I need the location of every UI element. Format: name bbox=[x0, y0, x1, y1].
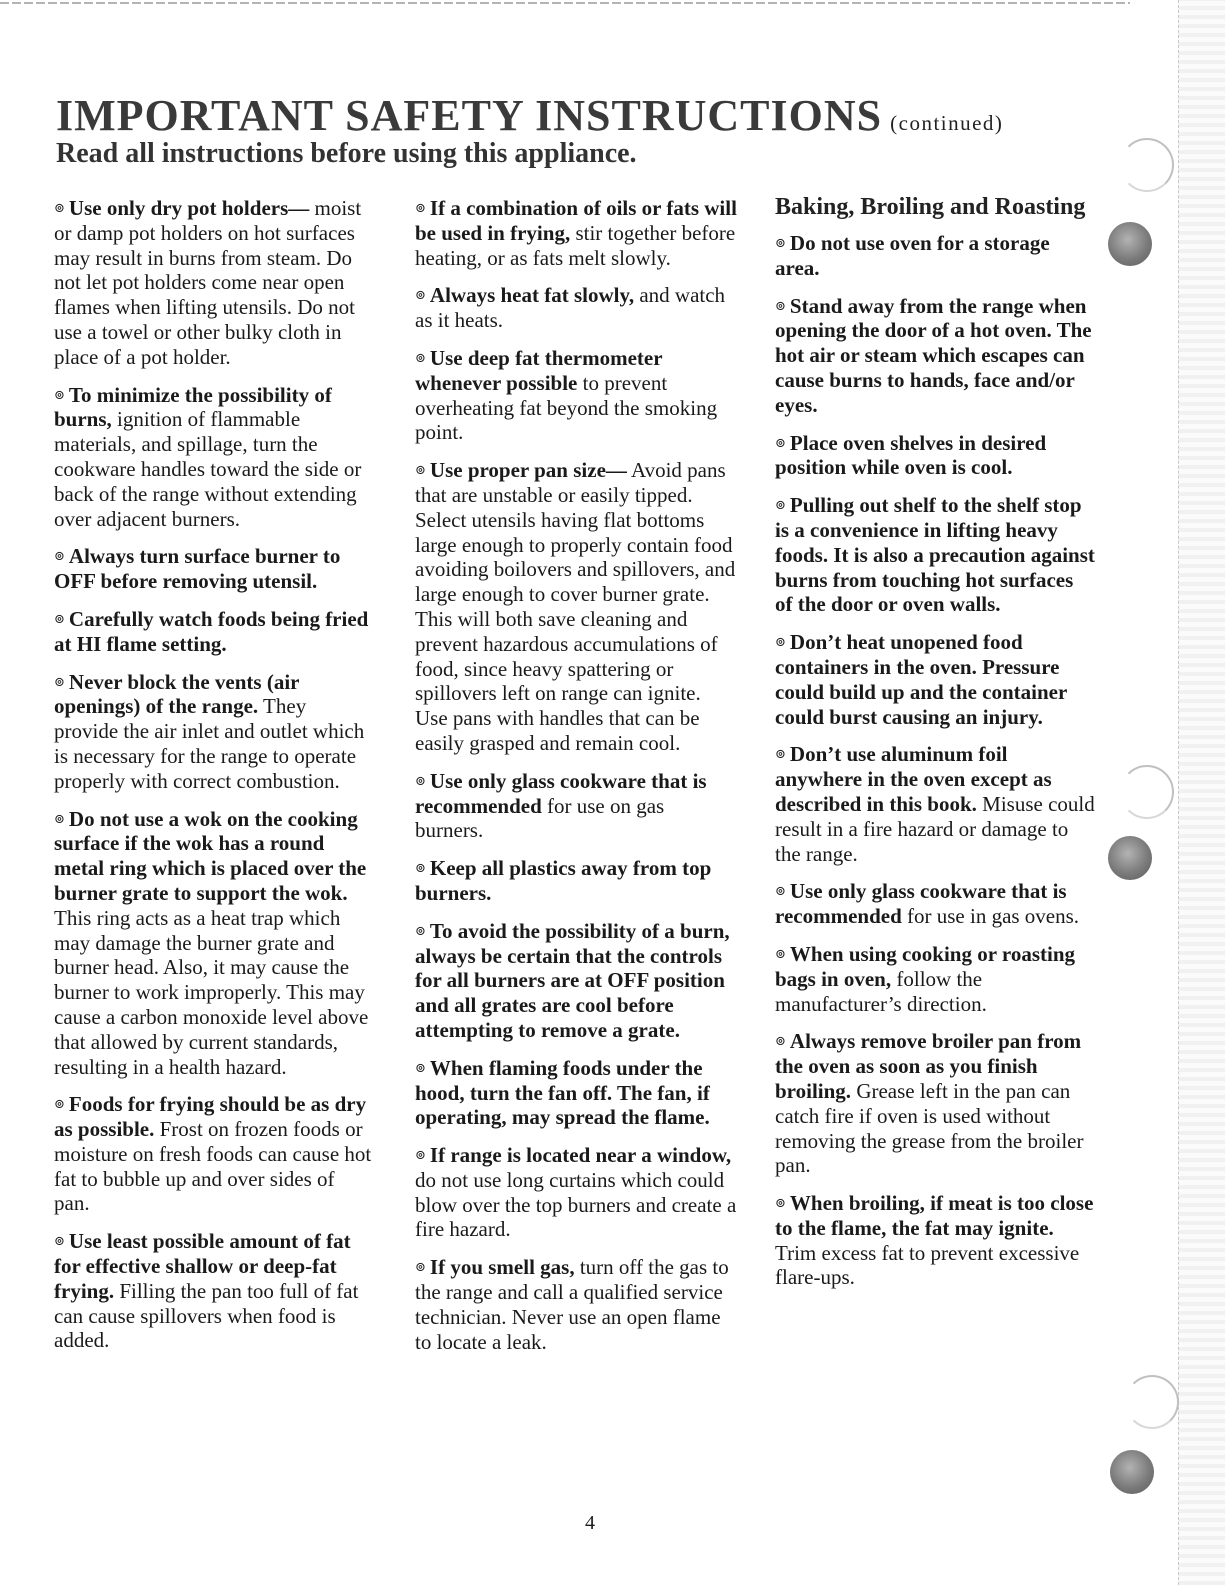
instruction-text: Avoid pans that are unstable or easily tipped. Select utensils having flat bottoms large enough to properly contain food avoiding boilovers and spillovers, and large enough to cover burner grate. This will both save cleaning and prevent hazardous accumulations of food, since heavy spattering or spillovers left on range can ignite. Use pans with handles that can be easily grasped and remain cool. bbox=[415, 458, 736, 755]
instruction-text: turn off the gas to the range and call a qualified service technician. Never use an open flame to locate a leak. bbox=[415, 1255, 729, 1354]
bullet-icon: ⊚ bbox=[775, 883, 786, 899]
bullet-icon: ⊚ bbox=[415, 1147, 426, 1163]
instruction-item bbox=[415, 856, 737, 906]
instruction-item bbox=[775, 231, 1095, 281]
instruction-text: Filling the pan too full of fat can cause spillovers when food is added. bbox=[54, 1278, 359, 1353]
bullet-icon: ⊚ bbox=[415, 860, 426, 876]
instruction-lead: Always heat fat slowly, bbox=[429, 283, 635, 308]
instruction-lead: To minimize the possibility of burns, bbox=[54, 382, 332, 432]
bullet-icon: ⊚ bbox=[415, 287, 426, 303]
instruction-text: for use in gas ovens. bbox=[901, 904, 1080, 929]
instruction-lead: Do not use a wok on the cooking surface if the wok has a round metal ring which is placed over the burner grate to support the wok. bbox=[54, 806, 367, 905]
bullet-icon: ⊚ bbox=[54, 548, 65, 564]
bullet-icon: ⊚ bbox=[54, 673, 65, 689]
column-2 bbox=[415, 196, 737, 1367]
bullet-icon: ⊚ bbox=[775, 297, 786, 313]
instruction-item bbox=[54, 807, 372, 1080]
bullet-icon: ⊚ bbox=[54, 1096, 65, 1112]
instruction-lead: If you smell gas, bbox=[429, 1255, 575, 1280]
instruction-lead: Carefully watch foods being fried at HI flame setting. bbox=[54, 606, 369, 656]
instruction-lead: Use only glass cookware that is recommended bbox=[415, 768, 707, 818]
instruction-item bbox=[54, 1092, 372, 1216]
bullet-icon: ⊚ bbox=[775, 1033, 786, 1049]
page-number: 4 bbox=[585, 1512, 595, 1534]
instruction-lead: When using cooking or roasting bags in oven, bbox=[775, 941, 1076, 991]
instruction-item bbox=[775, 879, 1095, 929]
instruction-text: moist or damp pot holders on hot surfaces may result in burns from steam. Do not let pot holders come near open flames when lifting utensils. Do not use a towel or other bulky cloth in place of a pot holder. bbox=[54, 196, 362, 369]
instruction-lead: Use deep fat thermometer whenever possible bbox=[415, 345, 663, 395]
bullet-icon: ⊚ bbox=[775, 945, 786, 961]
bullet-icon: ⊚ bbox=[415, 1059, 426, 1075]
instruction-item bbox=[54, 544, 372, 594]
instruction-text: Misuse could result in a fire hazard or damage to the range. bbox=[775, 791, 1095, 866]
instruction-lead: To avoid the possibility of a burn, always be certain that the controls for all burners are at OFF position and all grates are cool before attempting to remove a grate. bbox=[415, 918, 730, 1042]
instruction-lead: When broiling, if meat is too close to the flame, the fat may ignite. bbox=[775, 1191, 1094, 1240]
binder-hole-3 bbox=[1110, 1450, 1154, 1494]
instruction-lead: Keep all plastics away from top burners. bbox=[415, 856, 712, 905]
instruction-text: This ring acts as a heat trap which may damage the burner grate and burner head. Also, it may cause the burner to work improperly. This may cause a carbon monoxide level above that allowed by current standards, resulting in a health hazard. bbox=[54, 905, 369, 1079]
binder-hole-1 bbox=[1108, 222, 1152, 266]
bullet-icon: ⊚ bbox=[54, 610, 65, 626]
instruction-item bbox=[775, 630, 1095, 729]
instruction-item bbox=[775, 1191, 1095, 1290]
instruction-item bbox=[415, 196, 737, 270]
instruction-lead: Place oven shelves in desired position while oven is cool. bbox=[775, 430, 1047, 480]
page-title-text: IMPORTANT SAFETY INSTRUCTIONS bbox=[56, 91, 883, 140]
instruction-item bbox=[415, 283, 737, 333]
instruction-lead: Never block the vents (air openings) of the range. bbox=[54, 669, 300, 719]
column-1 bbox=[54, 196, 372, 1366]
instruction-lead: When flaming foods under the hood, turn the fan off. The fan, if operating, may spread the flame. bbox=[415, 1055, 710, 1130]
section-heading: Baking, Broiling and Roasting bbox=[775, 194, 1086, 220]
bullet-icon: ⊚ bbox=[415, 922, 426, 938]
instruction-item bbox=[54, 607, 372, 657]
instruction-lead: Pulling out shelf to the shelf stop is a convenience in lifting heavy foods. It is also a precaution against burns from touching hot surfaces of the door or oven walls. bbox=[775, 493, 1095, 617]
bullet-icon: ⊚ bbox=[54, 810, 65, 826]
page-title bbox=[56, 90, 1003, 141]
instruction-lead: Always remove broiler pan from the oven as soon as you finish broiling. bbox=[775, 1029, 1082, 1103]
instruction-lead: Use only dry pot holders— bbox=[68, 196, 310, 220]
instruction-lead: Foods for frying should be as dry as possible. bbox=[54, 1092, 367, 1142]
instruction-item bbox=[54, 1229, 372, 1353]
instruction-item bbox=[54, 196, 372, 370]
instruction-text: do not use long curtains which could blow over the top burners and create a fire hazard. bbox=[415, 1167, 737, 1242]
instruction-text: follow the manufacturer’s direction. bbox=[775, 966, 987, 1016]
bullet-icon: ⊚ bbox=[775, 634, 786, 650]
instruction-item bbox=[415, 1255, 737, 1354]
instruction-item bbox=[415, 769, 737, 843]
instruction-text: for use on gas burners. bbox=[415, 793, 665, 843]
bullet-icon: ⊚ bbox=[775, 434, 786, 450]
binder-ring-2 bbox=[1120, 765, 1174, 819]
binder-hole-2 bbox=[1108, 836, 1152, 880]
instruction-lead: Stand away from the range when opening the door of a hot oven. The hot air or steam which escapes can cause burns to hands, face and/or eyes. bbox=[775, 293, 1092, 417]
instruction-lead: Use only glass cookware that is recommended bbox=[775, 879, 1067, 929]
instruction-item bbox=[54, 383, 372, 532]
instruction-lead: If a combination of oils or fats will be used in frying, bbox=[415, 196, 737, 245]
instruction-lead: Always turn surface burner to OFF before removing utensil. bbox=[54, 544, 341, 594]
bullet-icon: ⊚ bbox=[775, 497, 786, 513]
instruction-lead: Don’t use aluminum foil anywhere in the oven except as described in this book. bbox=[775, 742, 1052, 816]
instruction-text: stir together before heating, or as fats melt slowly. bbox=[415, 220, 736, 270]
bullet-icon: ⊚ bbox=[415, 349, 426, 365]
instruction-lead: Use proper pan size— bbox=[429, 458, 627, 483]
bullet-icon: ⊚ bbox=[54, 200, 65, 215]
binder-ring-1 bbox=[1120, 138, 1174, 192]
instruction-item bbox=[775, 942, 1095, 1016]
instruction-item bbox=[415, 919, 737, 1043]
instruction-item bbox=[775, 742, 1095, 866]
instruction-item bbox=[775, 1029, 1095, 1178]
bullet-icon: ⊚ bbox=[54, 1233, 65, 1249]
instruction-text: They provide the air inlet and outlet which is necessary for the range to operate properly with correct combustion. bbox=[54, 694, 365, 793]
bullet-icon: ⊚ bbox=[775, 746, 786, 762]
instruction-item bbox=[415, 458, 737, 756]
instruction-text: Frost on frozen foods or moisture on fresh foods can cause hot fat to bubble up and over sides of pan. bbox=[54, 1117, 372, 1216]
instruction-lead: If range is located near a window, bbox=[429, 1143, 732, 1168]
bullet-icon: ⊚ bbox=[775, 235, 786, 250]
instruction-lead: Don’t heat unopened food containers in the oven. Pressure could build up and the container could burst causing an injury. bbox=[775, 630, 1067, 729]
instruction-item bbox=[54, 670, 372, 794]
bullet-icon: ⊚ bbox=[775, 1195, 786, 1211]
instruction-lead: Use least possible amount of fat for effective shallow or deep-fat frying. bbox=[54, 1229, 351, 1303]
instruction-item bbox=[775, 294, 1095, 418]
instruction-item bbox=[415, 346, 737, 445]
bullet-icon: ⊚ bbox=[54, 386, 65, 402]
instruction-lead: Do not use oven for a storage area. bbox=[775, 231, 1050, 280]
instruction-text: and watch as it heats. bbox=[415, 283, 726, 333]
bullet-icon: ⊚ bbox=[415, 1259, 426, 1275]
binder-ring-3 bbox=[1125, 1375, 1179, 1429]
bullet-icon: ⊚ bbox=[415, 772, 426, 788]
instruction-text: to prevent overheating fat beyond the smoking point. bbox=[415, 370, 718, 445]
continued-label: (continued) bbox=[890, 111, 1004, 135]
instruction-item bbox=[775, 493, 1095, 617]
instruction-text: ignition of flammable materials, and spillage, turn the cookware handles toward the side or back of the range without extending over adjacent burners. bbox=[54, 407, 362, 531]
bullet-icon: ⊚ bbox=[415, 462, 426, 478]
instruction-item bbox=[415, 1143, 737, 1242]
page-subtitle: Read all instructions before using this appliance. bbox=[56, 138, 637, 169]
instruction-text: Trim excess fat to prevent excessive flare-ups. bbox=[775, 1240, 1080, 1290]
instruction-item bbox=[775, 431, 1095, 481]
binder-edge-strip bbox=[1178, 0, 1225, 1585]
column-3 bbox=[775, 194, 1095, 1303]
instruction-text: Grease left in the pan can catch fire if oven is used without removing the grease from the broiler pan. bbox=[775, 1078, 1084, 1178]
instruction-item bbox=[415, 1056, 737, 1130]
scan-top-rule bbox=[0, 2, 1130, 4]
bullet-icon: ⊚ bbox=[415, 200, 426, 215]
